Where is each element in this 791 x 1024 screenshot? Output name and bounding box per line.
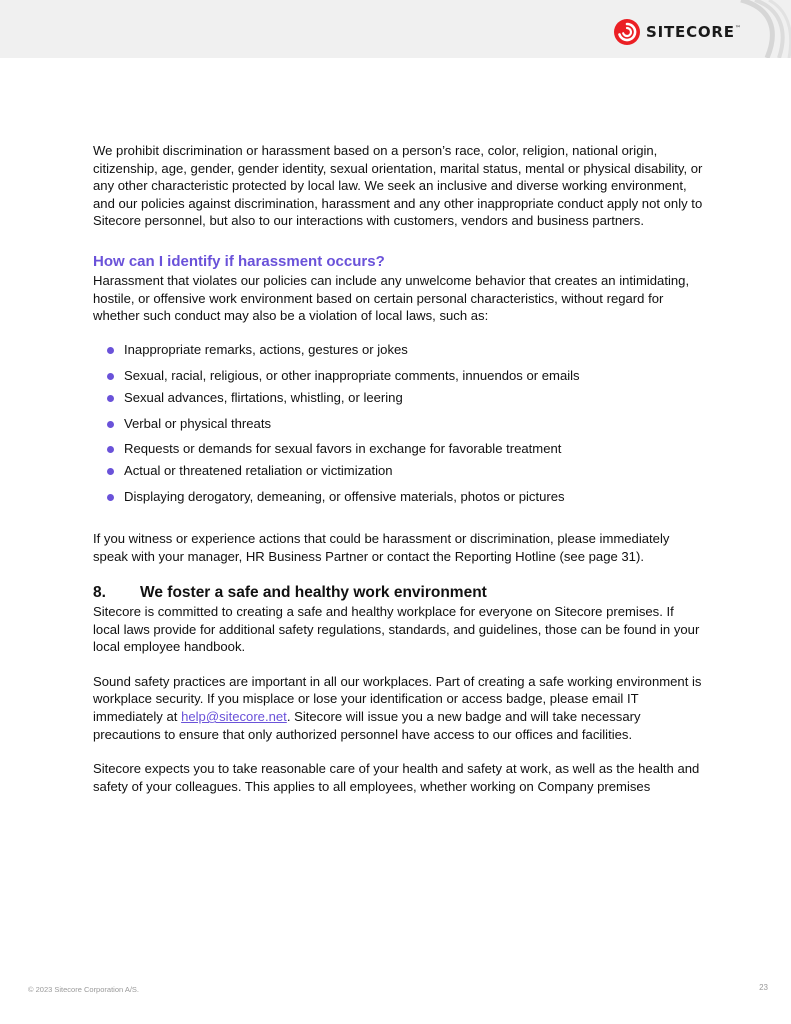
list-item: Actual or threatened retaliation or victimization [107, 462, 703, 480]
page-number: 23 [759, 983, 768, 992]
list-item: Inappropriate remarks, actions, gestures or jokes [107, 341, 703, 359]
list-item: Sexual, racial, religious, or other inappropriate comments, innuendos or emails [107, 367, 703, 385]
reporting-paragraph: If you witness or experience actions that could be harassment or discrimination, please immediately speak with your manager, HR Business Partner or contact the Reporting Hotline (see page 31). [93, 530, 670, 564]
harassment-question-heading: How can I identify if harassment occurs? [93, 252, 385, 270]
page-header [0, 0, 791, 58]
email-link[interactable]: help@sitecore.net [181, 709, 287, 725]
harassment-definition-paragraph: Harassment that violates our policies can include any unwelcome behavior that creates an intimidating, hostile, or offensive work environment based on certain personal characteristics, without regard for whether such conduct may also be a violation of local laws, such as: [93, 272, 690, 324]
list-item: Verbal or physical threats [107, 415, 703, 433]
section-heading [93, 583, 703, 603]
logo-wordmark: SITECORE™ [646, 23, 742, 41]
section-number: 8. [93, 584, 106, 602]
harassment-examples-list [93, 341, 703, 506]
safety-intro-paragraph: Sitecore is committed to creating a safe and healthy workplace for everyone on Sitecore premises. If local laws provide for additional safety regulations, standards, and guidelines, those can be found in your local employee handbook. [93, 604, 700, 655]
list-item: Displaying derogatory, demeaning, or offensive materials, photos or pictures [107, 488, 703, 506]
intro-paragraph: We prohibit discrimination or harassment based on a person’s race, color, religion, national origin, citizenship, age, gender, gender identity, sexual orientation, marital status, mental or physical disability, or any other characteristic protected by local law. We seek an inclusive and diverse working environment, and our policies against discrimination, harassment and any other inappropriate conduct apply not only to Sitecore personnel, but also to our interactions with customers, vendors and business partners. [93, 143, 703, 229]
decorative-swirl-icon [721, 0, 791, 58]
page-content [93, 142, 703, 795]
copyright-text: © 2023 Sitecore Corporation A/S. [28, 985, 140, 994]
sitecore-logo-icon [614, 19, 640, 45]
section-title: We foster a safe and healthy work environment [140, 584, 487, 602]
list-item: Sexual advances, flirtations, whistling, or leering [107, 389, 703, 407]
list-item: Requests or demands for sexual favors in exchange for favorable treatment [107, 440, 703, 458]
security-paragraph: Sound safety practices are important in all our workplaces. Part of creating a safe working environment is workplace security. If you misplace or lose your identification or access badge, please email IT immediately at help@sitecore.net. Sitecore will issue you a new badge and will take necessary precautions to ensure that only authorized personnel have access to our offices and facilities. [93, 673, 702, 742]
health-paragraph: Sitecore expects you to take reasonable care of your health and safety at work, as well as the health and safety of your colleagues. This applies to all employees, whether working on Company premises [93, 761, 700, 794]
